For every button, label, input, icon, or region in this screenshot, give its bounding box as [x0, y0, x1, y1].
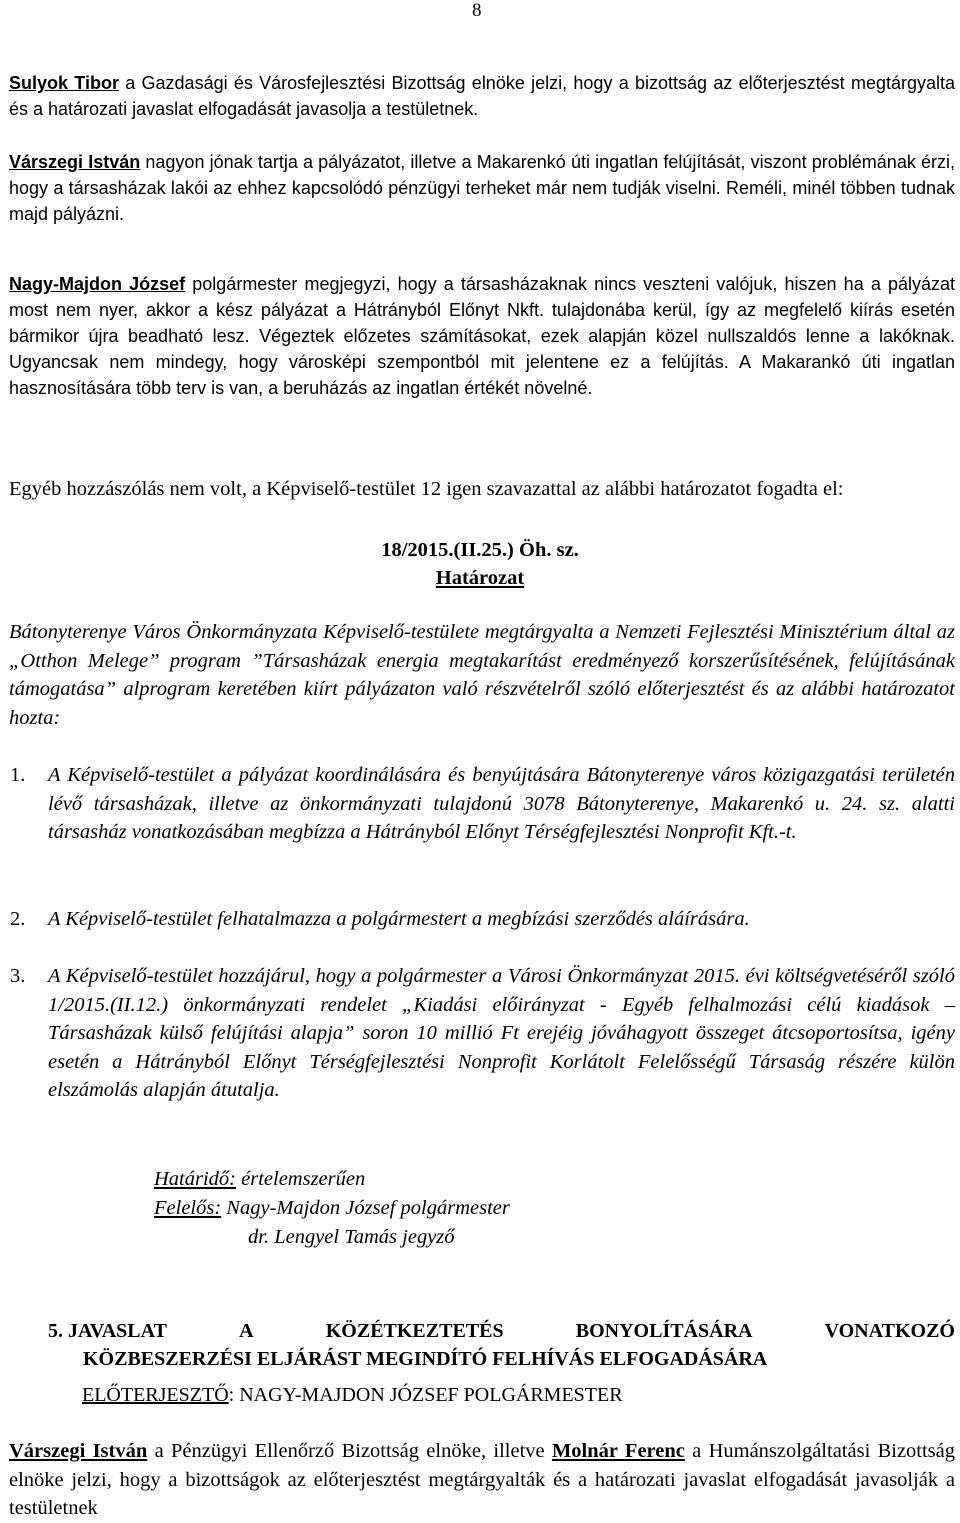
presenter-line — [82, 1381, 623, 1409]
paragraph-committees — [9, 1437, 955, 1523]
resolution-title: Határozat — [435, 567, 525, 589]
section-5-heading-line1 — [48, 1317, 955, 1345]
speaker-name: Várszegi István — [9, 1440, 148, 1462]
item-number: 1. — [10, 764, 26, 786]
presenter-value: : NAGY-MAJDON JÓZSEF POLGÁRMESTER — [228, 1384, 623, 1406]
section-5-heading-line2: KÖZBESZERZÉSI ELJÁRÁST MEGINDÍTÓ FELHÍVÁS ELFOGADÁSÁRA — [83, 1348, 768, 1370]
deadline-value: értelemszerűen — [236, 1168, 366, 1190]
paragraph-sulyok — [9, 70, 955, 122]
section-5-heading — [48, 1317, 955, 1373]
paragraph-text: a Pénzügyi Ellenőrző Bizottság elnöke, illetve — [147, 1440, 552, 1462]
item-number: 2. — [10, 908, 26, 930]
heading-word: VONATKOZÓ — [824, 1320, 955, 1342]
paragraph-vote: Egyéb hozzászólás nem volt, a Képviselő-testület 12 igen szavazattal az alábbi határozatot fogadta el: — [9, 478, 844, 500]
responsible-second: dr. Lengyel Tamás jegyző — [248, 1226, 455, 1248]
paragraph-text: a Humánszolgáltatási Bizottság elnöke jelzi, hogy a bizottságok az előterjesztést megtárgyalták és a határozati javaslat elfogadását javasolják a testületnek — [9, 1440, 956, 1519]
heading-word: KÖZÉTKEZTETÉS — [325, 1320, 504, 1342]
paragraph-text: polgármester megjegyzi, hogy a társasházaknak nincs veszteni valójuk, hiszen ha a pályázat most nem nyer, akkor a kész pályázat a Hátrányból Előnyt Nkft. tulajdonába kerül, így az megfelelő kiírás esetén bármikor újra beadható lesz. Végeztek előzetes számításokat, ezek alapján közel nullszaldós lenne a lakóknak. Ugyancsak nem mindegy, hogy városképi szempontból mit jelentene ez a felújítás. A Makarankó úti ingatlan hasznosítására több terv is van, a beruházás az ingatlan értékét növelné. — [9, 274, 955, 398]
resolution-item-2 — [10, 905, 955, 934]
resolution-title-wrap — [0, 565, 960, 591]
section-number — [48, 1317, 167, 1345]
page-number: 8 — [472, 0, 482, 21]
deadline-line — [154, 1164, 365, 1194]
item-text: A Képviselő-testület hozzájárul, hogy a polgármester a Városi Önkormányzat 2015. évi költségvetéséről szóló 1/2015.(II.12.) önkormányzati rendelet „Kiadási előirányzat - Egyéb felhalmozási célú kiadások – Társasházak külső felújítási alapja” soron 10 millió Ft erejéig jóváhagyott összeget átcsoportosítsa, igény esetén a Hátrányból Előnyt Térségfejlesztési Nonprofit Korlátolt Felelősségű Társaság részére külön elszámolás alapján átutalja. — [48, 965, 955, 1101]
item-text: A Képviselő-testület a pályázat koordinálására és benyújtására Bátonyterenye város közigazgatási területén lévő társasházak, illetve az önkormányzati tulajdonú 3078 Bátonyterenye, Makarenkó u. 24. sz. alatti társasház vonatkozásában megbízza a Hátrányból Előnyt Térségfejlesztési Nonprofit Kft.-t. — [48, 764, 955, 843]
paragraph-text: nagyon jónak tartja a pályázatot, illetve a Makarenkó úti ingatlan felújítását, viszont problémának érzi, hogy a társasházak lakói az ehhez kapcsolódó pénzügyi terheket már nem tudják viselni. Reméli, minél többen tudnak majd pályázni. — [9, 152, 956, 224]
item-text: A Képviselő-testület felhatalmazza a polgármestert a megbízási szerződés aláírására. — [48, 908, 750, 930]
resolution-intro: Bátonyterenye Város Önkormányzata Képviselő-testülete megtárgyalta a Nemzeti Fejlesztési Minisztérium által az „Otthon Melege” program ”Társasházak energia megtakarítást eredményező korszerűsítésének, felújításának támogatása” alprogram keretében kiírt pályázaton való részvételről szóló előterjesztést és az alábbi határozatot hozta: — [9, 621, 955, 729]
speaker-name: Sulyok Tibor — [9, 73, 119, 93]
heading-word: BONYOLÍTÁSÁRA — [575, 1320, 753, 1342]
paragraph-nagy-majdon — [9, 271, 955, 401]
speaker-name: Molnár Ferenc — [551, 1440, 685, 1462]
speaker-name: Várszegi István — [9, 152, 141, 172]
heading-word: A — [239, 1320, 254, 1342]
responsible-value: Nagy-Majdon József polgármester — [221, 1197, 510, 1219]
resolution-item-3 — [10, 962, 955, 1105]
resolution-number: 18/2015.(II.25.) Öh. sz. — [381, 539, 579, 561]
presenter-label: ELŐTERJESZTŐ — [82, 1384, 229, 1406]
resolution-item-1 — [10, 761, 955, 847]
paragraph-text: a Gazdasági és Városfejlesztési Bizottság elnöke jelzi, hogy a bizottság az előterjesztést megtárgyalta és a határozati javaslat elfogadását javasolja a testületnek. — [9, 73, 955, 119]
paragraph-varszegi — [9, 149, 955, 227]
responsible-label: Felelős: — [154, 1197, 222, 1219]
responsible-line — [154, 1193, 510, 1223]
deadline-label: Határidő: — [154, 1168, 236, 1190]
item-number: 3. — [10, 965, 26, 987]
section-num: 5. — [48, 1320, 63, 1342]
speaker-name: Nagy-Majdon József — [9, 274, 186, 294]
heading-word: JAVASLAT — [68, 1320, 167, 1342]
